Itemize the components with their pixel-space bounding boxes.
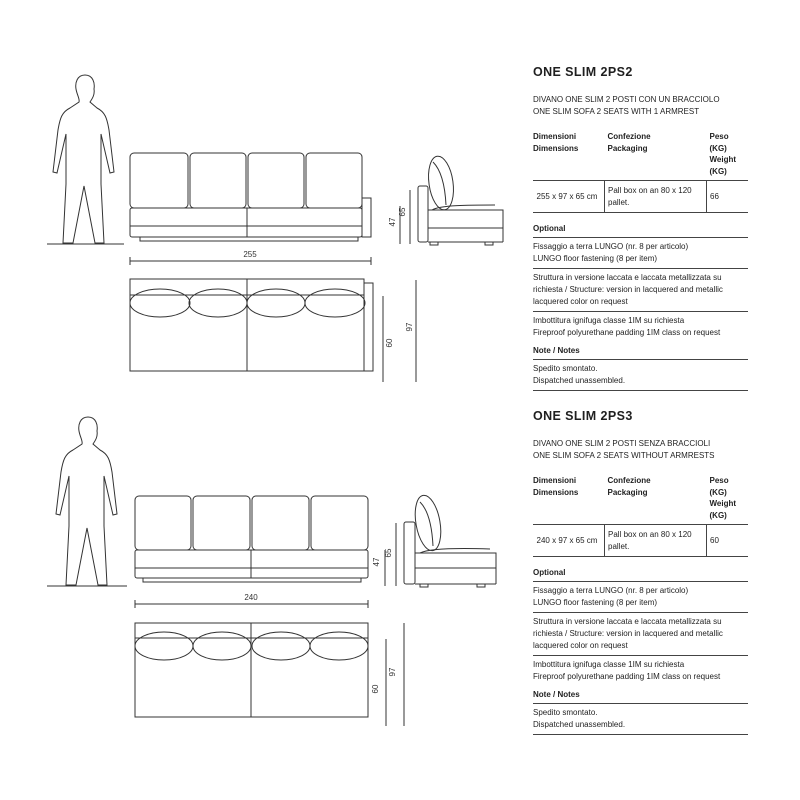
front-view — [135, 496, 368, 582]
note-item: Spedito smontato. Dispatched unassembled. — [533, 704, 748, 735]
dim-seat-height-label: 47 — [388, 217, 397, 227]
optional-item: Fissaggio a terra LUNGO (nr. 8 per articolo) LUNGO floor fastening (8 per item) — [533, 582, 748, 613]
dim-height-label: 65 — [398, 207, 407, 217]
dim-width-label: 240 — [244, 593, 258, 602]
dimensions-value: 255 x 97 x 65 cm — [533, 181, 605, 213]
packaging-value: Pall box on an 80 x 120 pallet. — [605, 181, 707, 213]
weight-value: 60 — [707, 525, 749, 557]
optional-item: Fissaggio a terra LUNGO (nr. 8 per articolo) LUNGO floor fastening (8 per item) — [533, 238, 748, 269]
dim-height-label: 65 — [384, 548, 393, 558]
optional-heading: Optional — [533, 566, 748, 582]
notes-heading: Note / Notes — [533, 686, 748, 704]
dim-seat-depth-label: 60 — [385, 338, 394, 348]
spec-table: Dimensioni Dimensions Confezione Packaging Peso (KG) Weight (KG) 240 x 97 x 65 cm Pall box on an 80 x 120 pallet. 60 — [533, 473, 748, 557]
dimensions-value: 240 x 97 x 65 cm — [533, 525, 605, 557]
optional-heading: Optional — [533, 222, 748, 238]
note-item: Spedito smontato. Dispatched unassembled. — [533, 360, 748, 391]
notes-heading: Note / Notes — [533, 342, 748, 360]
optional-item: Struttura in versione laccata e laccata metallizzata su richiesta / Structure: version in lacquered and metallic lacquered color on request — [533, 613, 748, 656]
packaging-value: Pall box on an 80 x 120 pallet. — [605, 525, 707, 557]
spec-table: Dimensioni Dimensions Confezione Packaging Peso (KG) Weight (KG) 255 x 97 x 65 cm Pall box on an 80 x 120 pallet. 66 — [533, 129, 748, 213]
dim-depth-label: 97 — [388, 667, 397, 677]
product-title: ONE SLIM 2PS3 — [533, 409, 633, 423]
top-view — [135, 623, 368, 717]
product-subtitle: DIVANO ONE SLIM 2 POSTI SENZA BRACCIOLI ONE SLIM SOFA 2 SEATS WITHOUT ARMRESTS — [533, 439, 715, 460]
product-title: ONE SLIM 2PS2 — [533, 65, 633, 79]
optional-item: Imbottitura ignifuga classe 1IM su richiesta Fireproof polyurethane padding 1IM class on request — [533, 660, 721, 681]
dim-seat-height-label: 47 — [372, 557, 381, 567]
side-view — [404, 493, 496, 587]
dim-depth-label: 97 — [405, 322, 414, 332]
product-subtitle: DIVANO ONE SLIM 2 POSTI CON UN BRACCIOLO ONE SLIM SOFA 2 SEATS WITH 1 ARMREST — [533, 95, 720, 116]
human-scale-figure — [56, 417, 117, 585]
dim-width-label: 255 — [243, 250, 257, 259]
optional-item: Imbottitura ignifuga classe 1IM su richiesta Fireproof polyurethane padding 1IM class on request — [533, 316, 721, 337]
weight-value: 66 — [707, 181, 749, 213]
dim-seat-depth-label: 60 — [371, 684, 380, 694]
optional-item: Struttura in versione laccata e laccata metallizzata su richiesta / Structure: version in lacquered and metallic lacquered color on request — [533, 269, 748, 312]
spec-panel-2ps2 — [533, 64, 748, 391]
spec-panel-2ps3 — [533, 408, 748, 735]
